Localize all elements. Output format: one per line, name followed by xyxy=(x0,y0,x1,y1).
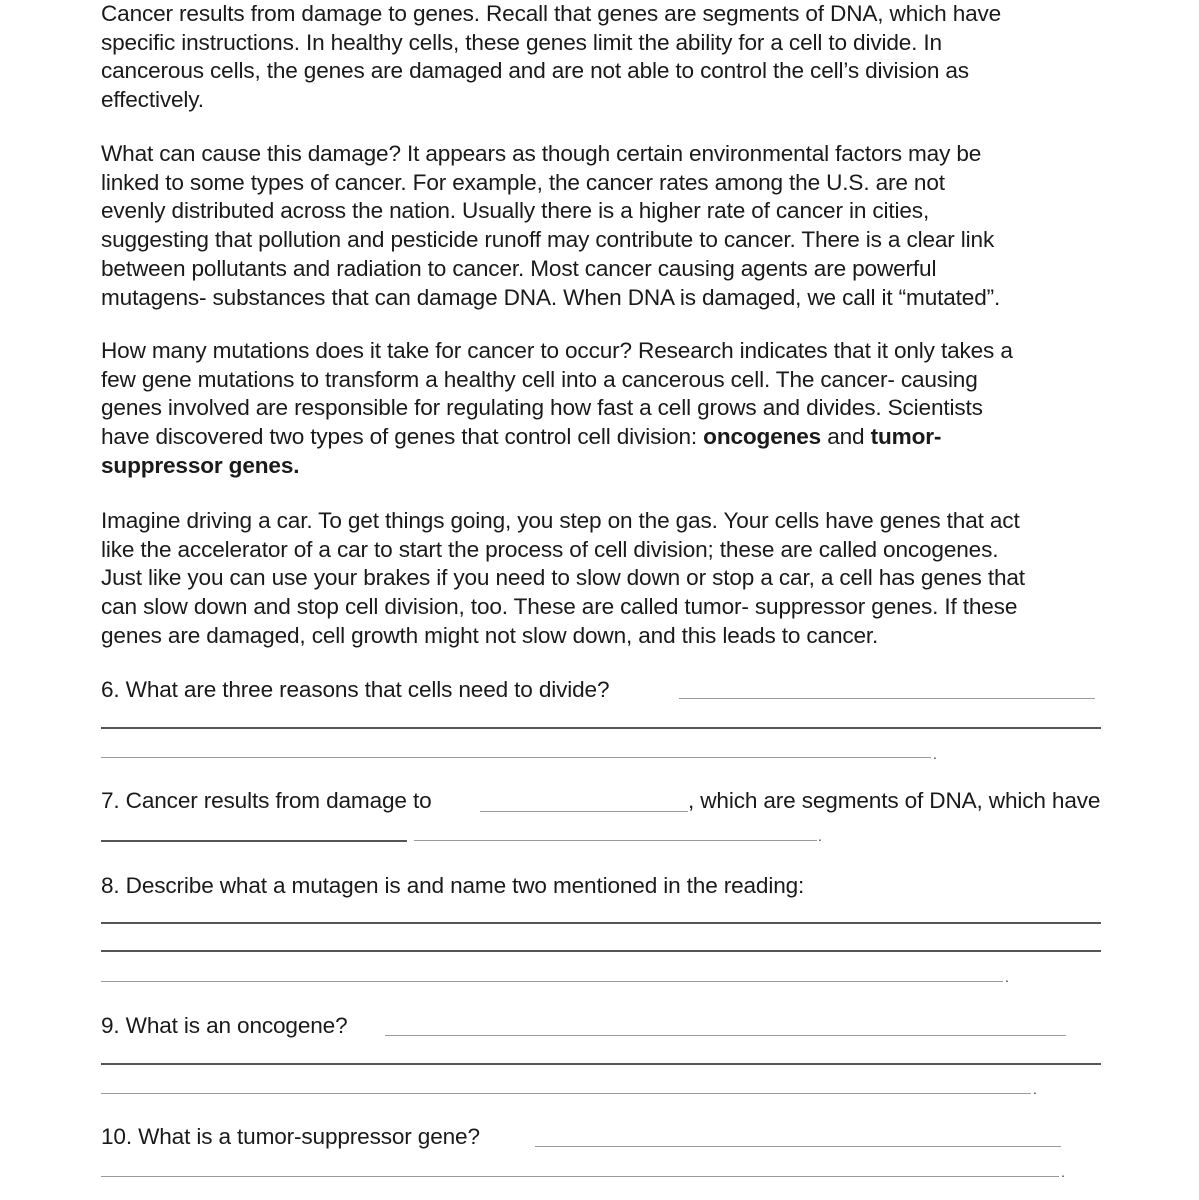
period: . xyxy=(1033,1081,1037,1097)
question-7-prompt xyxy=(101,787,432,815)
text-line: can slow down and stop cell division, too. These are called tumor- suppressor genes. If these xyxy=(101,594,1018,620)
text-line: evenly distributed across the nation. Usually there is a higher rate of cancer in cities, xyxy=(101,198,930,224)
text-fragment: have discovered two types of genes that control cell division: xyxy=(101,424,704,450)
text-line: How many mutations does it take for cancer to occur? Research indicates that it only takes a xyxy=(101,338,1013,363)
paragraph-mutations xyxy=(101,337,1161,481)
paragraph-cancer-genes xyxy=(101,0,1161,115)
text-line xyxy=(101,452,1161,481)
text-line xyxy=(101,423,1161,452)
text-fragment: and xyxy=(821,424,871,450)
answer-blank-q7-line2b[interactable] xyxy=(414,840,817,841)
answer-blank-q9-line3[interactable] xyxy=(101,1093,1031,1094)
answer-blank-q7-line2a[interactable] xyxy=(101,840,407,842)
answer-blank-q8-line3[interactable] xyxy=(101,981,1003,982)
answer-blank-q6-line3[interactable] xyxy=(101,757,931,758)
question-10-prompt: 10. What is a tumor-suppressor gene? xyxy=(101,1124,480,1149)
text-line: Imagine driving a car. To get things going, you step on the gas. Your cells have genes that act xyxy=(101,508,1020,533)
text-line: between pollutants and radiation to cancer. Most cancer causing agents are powerful xyxy=(101,255,937,281)
text-line: genes are damaged, cell growth might not slow down, and this leads to cancer. xyxy=(101,622,879,648)
text-line: linked to some types of cancer. For example, the cancer rates among the U.S. are not xyxy=(101,169,945,195)
text-line: What can cause this damage? It appears as though certain environmental factors may be xyxy=(101,141,982,166)
period: . xyxy=(1005,969,1009,985)
text-line: specific instructions. In healthy cells, these genes limit the ability for a cell to divide. In xyxy=(101,29,942,55)
period: . xyxy=(933,746,937,762)
text-line: genes involved are responsible for regulating how fast a cell grows and divides. Scientists xyxy=(101,395,983,421)
text-line: effectively. xyxy=(101,87,204,113)
answer-blank-q9-line1[interactable] xyxy=(385,1035,1066,1036)
answer-blank-q10-line2[interactable] xyxy=(101,1176,1059,1177)
question-6-prompt: 6. What are three reasons that cells need to divide? xyxy=(101,677,610,702)
term-oncogenes: oncogenes xyxy=(703,424,822,450)
question-9-prompt: 9. What is an oncogene? xyxy=(101,1013,348,1038)
period: . xyxy=(1061,1164,1065,1180)
answer-blank-q6-line1[interactable] xyxy=(679,698,1095,699)
text-line: suggesting that pollution and pesticide runoff may contribute to cancer. There is a clear link xyxy=(101,227,995,253)
answer-blank-q8-line2[interactable] xyxy=(101,950,1101,952)
text-line: cancerous cells, the genes are damaged and are not able to control the cell’s division as xyxy=(101,58,969,84)
answer-blank-q6-line2[interactable] xyxy=(101,727,1101,729)
term-suppressor-genes: suppressor genes. xyxy=(101,452,300,478)
answer-blank-q10-line1[interactable] xyxy=(535,1146,1061,1147)
answer-blank-q9-line2[interactable] xyxy=(101,1063,1101,1065)
paragraph-car-analogy xyxy=(101,507,1161,651)
text-line: few gene mutations to transform a healthy cell into a cancerous cell. The cancer- causing xyxy=(101,366,978,392)
question-7-text-after: , which are segments of DNA, which have xyxy=(688,788,1101,813)
text-line: like the accelerator of a car to start the process of cell division; these are called oncogenes. xyxy=(101,536,999,562)
period: . xyxy=(818,828,822,844)
answer-blank-q7-genes[interactable] xyxy=(480,811,688,812)
paragraph-environmental-factors xyxy=(101,140,1161,312)
text-line: mutagens- substances that can damage DNA. When DNA is damaged, we call it “mutated”. xyxy=(101,284,1001,310)
term-tumor: tumor- xyxy=(870,424,942,450)
text-line: Just like you can use your brakes if you need to slow down or stop a car, a cell has genes that xyxy=(101,565,1025,591)
answer-blank-q8-line1[interactable] xyxy=(101,922,1101,924)
question-7-text-before: 7. Cancer results from damage to xyxy=(101,788,432,813)
text-line: Cancer results from damage to genes. Recall that genes are segments of DNA, which have xyxy=(101,1,1002,26)
question-8-prompt: 8. Describe what a mutagen is and name two mentioned in the reading: xyxy=(101,873,805,898)
